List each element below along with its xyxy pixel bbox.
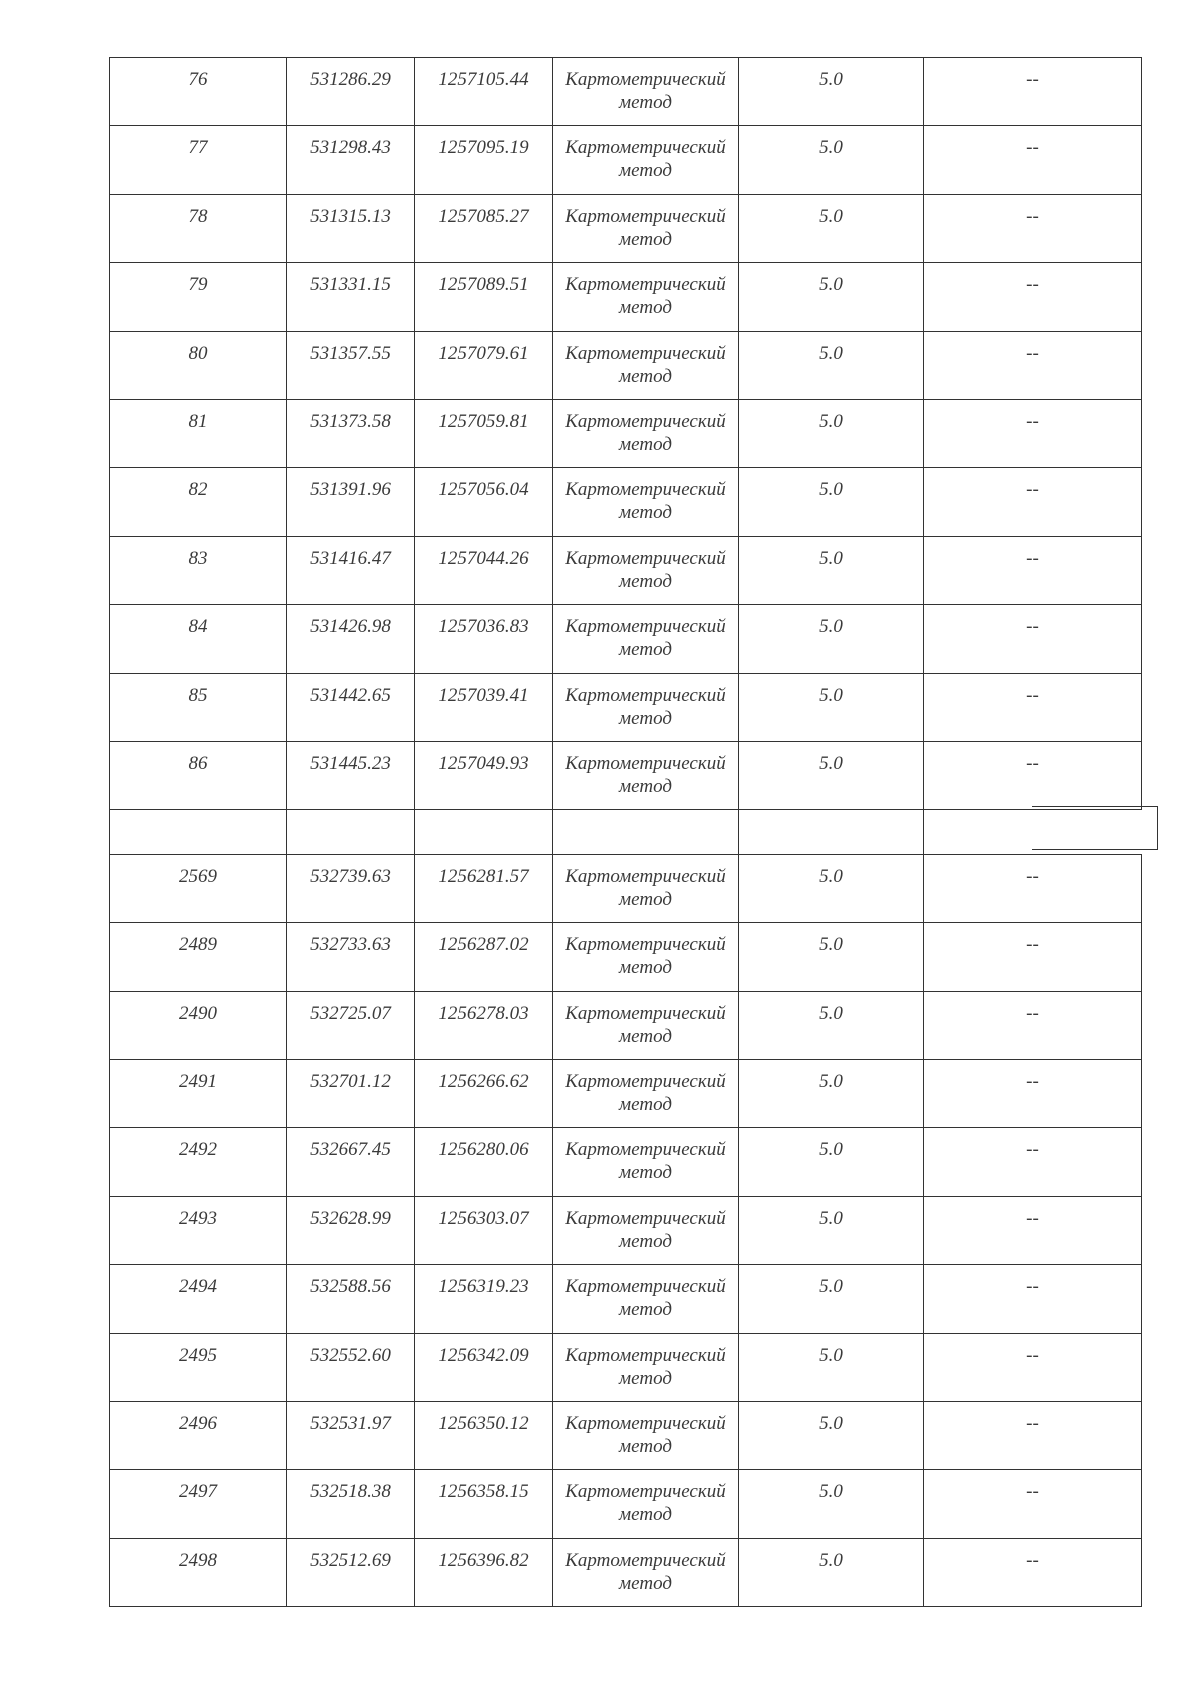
method-cell: Картометрический метод xyxy=(553,1333,739,1401)
note-cell: -- xyxy=(924,126,1142,194)
x-coordinate-cell: 532701.12 xyxy=(287,1059,415,1127)
note-cell: -- xyxy=(924,1128,1142,1196)
table-row xyxy=(110,854,1142,922)
accuracy-cell: 5.0 xyxy=(739,1265,924,1333)
x-coordinate-cell: 532733.63 xyxy=(287,923,415,991)
method-cell: Картометрический метод xyxy=(553,923,739,991)
note-cell: -- xyxy=(924,58,1142,126)
y-coordinate-cell: 1256281.57 xyxy=(415,854,553,922)
x-coordinate-cell: 531373.58 xyxy=(287,399,415,467)
y-coordinate-cell: 1257089.51 xyxy=(415,263,553,331)
point-number-cell: 84 xyxy=(110,605,287,673)
y-coordinate-cell: 1256358.15 xyxy=(415,1470,553,1538)
y-coordinate-cell: 1257059.81 xyxy=(415,399,553,467)
point-number-cell: 2492 xyxy=(110,1128,287,1196)
method-cell: Картометрический метод xyxy=(553,991,739,1059)
accuracy-cell: 5.0 xyxy=(739,923,924,991)
table-row xyxy=(110,399,1142,467)
note-cell: -- xyxy=(924,194,1142,262)
accuracy-cell: 5.0 xyxy=(739,605,924,673)
accuracy-cell: 5.0 xyxy=(739,1128,924,1196)
method-cell: Картометрический метод xyxy=(553,1265,739,1333)
x-coordinate-cell: 531391.96 xyxy=(287,468,415,536)
accuracy-cell: 5.0 xyxy=(739,468,924,536)
table-row xyxy=(110,468,1142,536)
y-coordinate-cell: 1256350.12 xyxy=(415,1401,553,1469)
table-row xyxy=(110,194,1142,262)
accuracy-cell: 5.0 xyxy=(739,1196,924,1264)
x-coordinate-cell: 532725.07 xyxy=(287,991,415,1059)
coordinates-table-body xyxy=(110,58,1142,1607)
accuracy-cell: 5.0 xyxy=(739,58,924,126)
point-number-cell: 2496 xyxy=(110,1401,287,1469)
method-cell: Картометрический метод xyxy=(553,536,739,604)
note-cell: -- xyxy=(924,1059,1142,1127)
point-number-cell: 2489 xyxy=(110,923,287,991)
accuracy-cell: 5.0 xyxy=(739,741,924,809)
accuracy-cell: 5.0 xyxy=(739,1470,924,1538)
accuracy-cell: 5.0 xyxy=(739,673,924,741)
x-coordinate-cell: 531331.15 xyxy=(287,263,415,331)
x-coordinate-cell: 531286.29 xyxy=(287,58,415,126)
separator-side-box xyxy=(1032,806,1158,850)
y-coordinate-cell: 1256396.82 xyxy=(415,1538,553,1606)
note-cell: -- xyxy=(924,263,1142,331)
x-coordinate-cell: 532518.38 xyxy=(287,1470,415,1538)
table-row xyxy=(110,1538,1142,1606)
y-coordinate-cell: 1256266.62 xyxy=(415,1059,553,1127)
point-number-cell: 2494 xyxy=(110,1265,287,1333)
table-row xyxy=(110,331,1142,399)
note-cell: -- xyxy=(924,991,1142,1059)
empty-cell xyxy=(553,810,739,855)
method-cell: Картометрический метод xyxy=(553,58,739,126)
point-number-cell: 77 xyxy=(110,126,287,194)
note-cell: -- xyxy=(924,1333,1142,1401)
y-coordinate-cell: 1256278.03 xyxy=(415,991,553,1059)
table-row xyxy=(110,923,1142,991)
table-row xyxy=(110,605,1142,673)
table-row xyxy=(110,1333,1142,1401)
note-cell: -- xyxy=(924,331,1142,399)
x-coordinate-cell: 532588.56 xyxy=(287,1265,415,1333)
accuracy-cell: 5.0 xyxy=(739,854,924,922)
method-cell: Картометрический метод xyxy=(553,263,739,331)
method-cell: Картометрический метод xyxy=(553,673,739,741)
x-coordinate-cell: 531426.98 xyxy=(287,605,415,673)
method-cell: Картометрический метод xyxy=(553,1196,739,1264)
x-coordinate-cell: 531357.55 xyxy=(287,331,415,399)
accuracy-cell: 5.0 xyxy=(739,263,924,331)
point-number-cell: 78 xyxy=(110,194,287,262)
x-coordinate-cell: 531442.65 xyxy=(287,673,415,741)
point-number-cell: 2498 xyxy=(110,1538,287,1606)
coordinates-table xyxy=(109,57,1142,1607)
point-number-cell: 86 xyxy=(110,741,287,809)
note-cell: -- xyxy=(924,1470,1142,1538)
accuracy-cell: 5.0 xyxy=(739,1333,924,1401)
method-cell: Картометрический метод xyxy=(553,1059,739,1127)
y-coordinate-cell: 1256287.02 xyxy=(415,923,553,991)
point-number-cell: 81 xyxy=(110,399,287,467)
x-coordinate-cell: 532628.99 xyxy=(287,1196,415,1264)
point-number-cell: 2493 xyxy=(110,1196,287,1264)
note-cell: -- xyxy=(924,673,1142,741)
empty-cell xyxy=(110,810,287,855)
note-cell: -- xyxy=(924,1401,1142,1469)
empty-cell xyxy=(287,810,415,855)
accuracy-cell: 5.0 xyxy=(739,1538,924,1606)
table-row xyxy=(110,126,1142,194)
table-row xyxy=(110,1265,1142,1333)
accuracy-cell: 5.0 xyxy=(739,536,924,604)
method-cell: Картометрический метод xyxy=(553,1470,739,1538)
point-number-cell: 80 xyxy=(110,331,287,399)
method-cell: Картометрический метод xyxy=(553,126,739,194)
empty-separator-row xyxy=(110,810,1142,855)
table-row xyxy=(110,1470,1142,1538)
point-number-cell: 2491 xyxy=(110,1059,287,1127)
point-number-cell: 2495 xyxy=(110,1333,287,1401)
point-number-cell: 82 xyxy=(110,468,287,536)
note-cell: -- xyxy=(924,854,1142,922)
method-cell: Картометрический метод xyxy=(553,468,739,536)
y-coordinate-cell: 1257105.44 xyxy=(415,58,553,126)
table-row xyxy=(110,1128,1142,1196)
accuracy-cell: 5.0 xyxy=(739,1059,924,1127)
point-number-cell: 79 xyxy=(110,263,287,331)
accuracy-cell: 5.0 xyxy=(739,194,924,262)
y-coordinate-cell: 1256280.06 xyxy=(415,1128,553,1196)
x-coordinate-cell: 531315.13 xyxy=(287,194,415,262)
note-cell: -- xyxy=(924,1196,1142,1264)
method-cell: Картометрический метод xyxy=(553,741,739,809)
note-cell: -- xyxy=(924,1265,1142,1333)
x-coordinate-cell: 531416.47 xyxy=(287,536,415,604)
table-row xyxy=(110,263,1142,331)
method-cell: Картометрический метод xyxy=(553,399,739,467)
note-cell: -- xyxy=(924,605,1142,673)
y-coordinate-cell: 1257039.41 xyxy=(415,673,553,741)
accuracy-cell: 5.0 xyxy=(739,399,924,467)
accuracy-cell: 5.0 xyxy=(739,991,924,1059)
y-coordinate-cell: 1256303.07 xyxy=(415,1196,553,1264)
method-cell: Картометрический метод xyxy=(553,605,739,673)
method-cell: Картометрический метод xyxy=(553,1128,739,1196)
table-row xyxy=(110,741,1142,809)
method-cell: Картометрический метод xyxy=(553,194,739,262)
method-cell: Картометрический метод xyxy=(553,331,739,399)
x-coordinate-cell: 532531.97 xyxy=(287,1401,415,1469)
table-row xyxy=(110,1059,1142,1127)
accuracy-cell: 5.0 xyxy=(739,331,924,399)
point-number-cell: 85 xyxy=(110,673,287,741)
point-number-cell: 83 xyxy=(110,536,287,604)
note-cell: -- xyxy=(924,468,1142,536)
y-coordinate-cell: 1257056.04 xyxy=(415,468,553,536)
x-coordinate-cell: 532552.60 xyxy=(287,1333,415,1401)
method-cell: Картометрический метод xyxy=(553,1401,739,1469)
table-row xyxy=(110,673,1142,741)
table-row xyxy=(110,991,1142,1059)
x-coordinate-cell: 531445.23 xyxy=(287,741,415,809)
point-number-cell: 2490 xyxy=(110,991,287,1059)
table-row xyxy=(110,536,1142,604)
note-cell: -- xyxy=(924,1538,1142,1606)
note-cell: -- xyxy=(924,923,1142,991)
note-cell: -- xyxy=(924,741,1142,809)
table-row xyxy=(110,58,1142,126)
x-coordinate-cell: 532667.45 xyxy=(287,1128,415,1196)
y-coordinate-cell: 1257079.61 xyxy=(415,331,553,399)
method-cell: Картометрический метод xyxy=(553,1538,739,1606)
y-coordinate-cell: 1257085.27 xyxy=(415,194,553,262)
note-cell: -- xyxy=(924,536,1142,604)
accuracy-cell: 5.0 xyxy=(739,126,924,194)
point-number-cell: 2569 xyxy=(110,854,287,922)
x-coordinate-cell: 532739.63 xyxy=(287,854,415,922)
table-row xyxy=(110,1196,1142,1264)
method-cell: Картометрический метод xyxy=(553,854,739,922)
y-coordinate-cell: 1257036.83 xyxy=(415,605,553,673)
empty-cell xyxy=(739,810,924,855)
y-coordinate-cell: 1257095.19 xyxy=(415,126,553,194)
y-coordinate-cell: 1256342.09 xyxy=(415,1333,553,1401)
note-cell: -- xyxy=(924,399,1142,467)
x-coordinate-cell: 532512.69 xyxy=(287,1538,415,1606)
point-number-cell: 76 xyxy=(110,58,287,126)
empty-cell xyxy=(415,810,553,855)
table-row xyxy=(110,1401,1142,1469)
accuracy-cell: 5.0 xyxy=(739,1401,924,1469)
y-coordinate-cell: 1256319.23 xyxy=(415,1265,553,1333)
y-coordinate-cell: 1257049.93 xyxy=(415,741,553,809)
y-coordinate-cell: 1257044.26 xyxy=(415,536,553,604)
point-number-cell: 2497 xyxy=(110,1470,287,1538)
x-coordinate-cell: 531298.43 xyxy=(287,126,415,194)
